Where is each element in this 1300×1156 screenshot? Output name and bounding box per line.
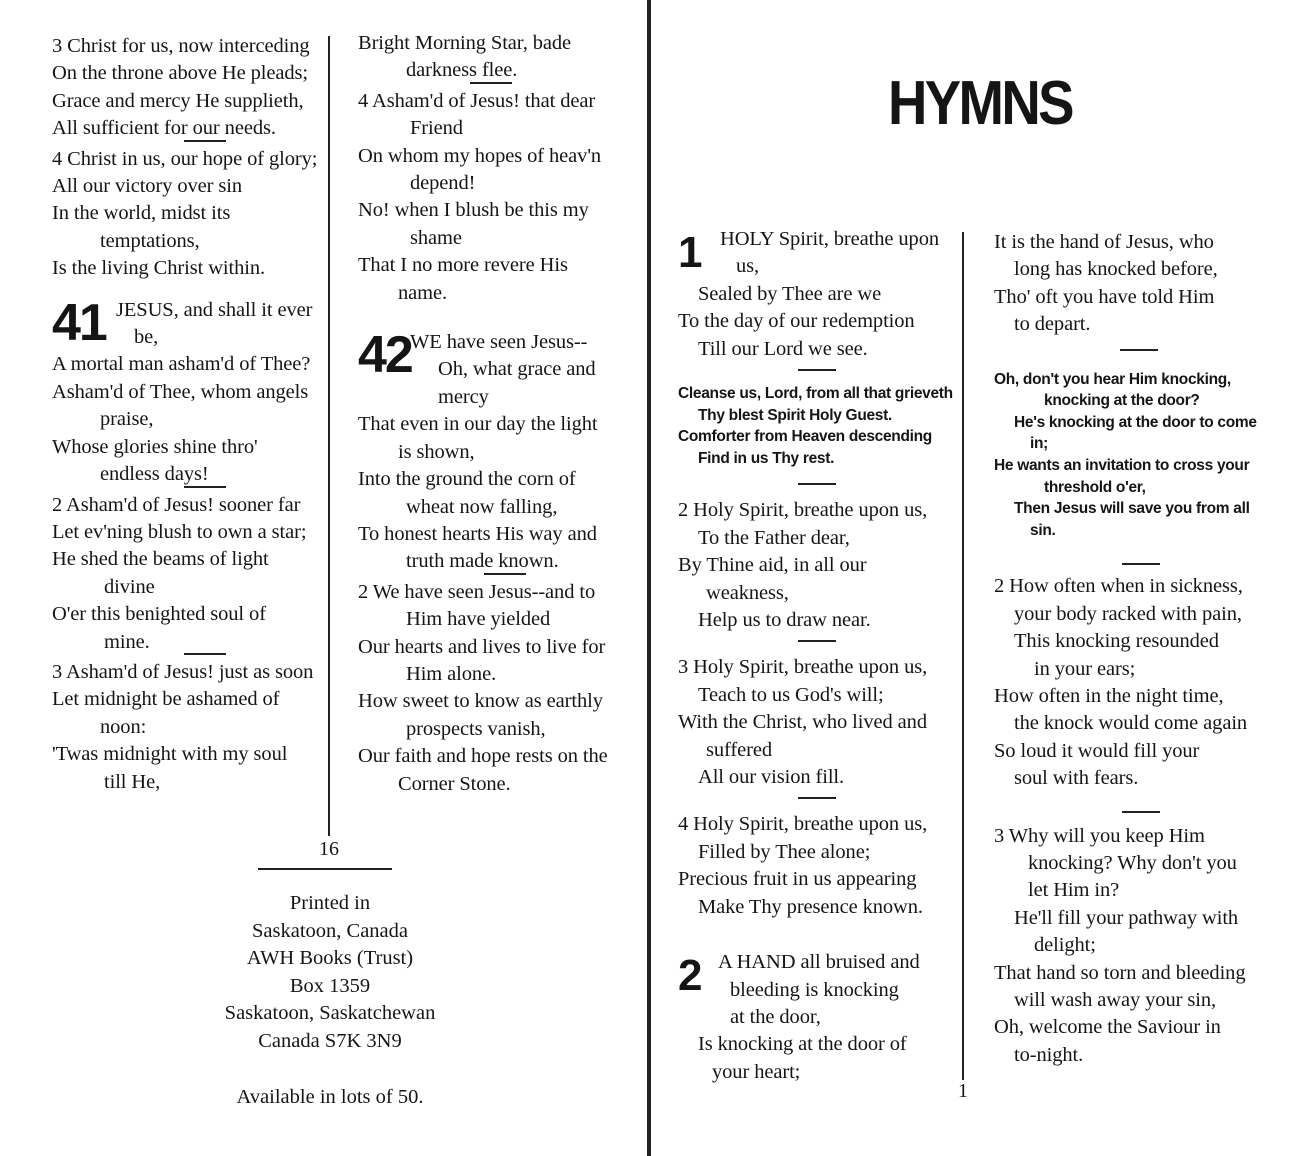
verse-line: weakness,: [706, 581, 789, 604]
verse-line: shame: [410, 226, 462, 249]
hymn-42: [358, 326, 628, 576]
verse-line: On whom my hopes of heav'n: [358, 144, 602, 167]
verse-line: 'Twas midnight with my soul: [52, 743, 288, 766]
chorus-line: Find in us Thy rest.: [698, 449, 835, 467]
verse-line: 3 Christ for us, now interceding: [52, 35, 310, 57]
verse-separator: [798, 797, 836, 801]
verse-line: Let ev'ning blush to own a star;: [52, 520, 307, 543]
verse-line: noon:: [100, 715, 147, 738]
verse-line: mine.: [104, 630, 150, 653]
verse-line: Into the ground the corn of: [358, 468, 576, 491]
verse-separator: [1122, 811, 1160, 815]
chorus-line: Cleanse us, Lord, from all that grieveth: [678, 385, 953, 403]
verse-line: Oh, what grace and: [438, 358, 596, 381]
verse-line: the knock would come again: [1014, 712, 1248, 735]
verse-line: to depart.: [1014, 313, 1091, 336]
verse-line: praise,: [100, 408, 154, 431]
verse-line: Help us to draw near.: [698, 609, 871, 632]
verse-line: 4 Christ in us, our hope of glory;: [52, 147, 318, 170]
verse-line: HOLY Spirit, breathe upon: [720, 228, 940, 250]
verse-line: 2 Holy Spirit, breathe upon us,: [678, 499, 928, 522]
verse-line: In the world, midst its: [52, 202, 231, 225]
verse-separator: [184, 653, 226, 657]
left-column-1: [52, 33, 324, 833]
verse-line: Till our Lord we see.: [698, 337, 868, 360]
page-title: HYMNS: [888, 69, 1072, 138]
chorus-line: threshold o'er,: [1044, 478, 1146, 496]
verse-line: A mortal man asham'd of Thee?: [52, 353, 311, 376]
printer-imprint: [180, 890, 480, 1056]
chorus-line: Oh, don't you hear Him knocking,: [994, 370, 1231, 388]
verse-line: Filled by Thee alone;: [698, 840, 871, 863]
verse-line: in your ears;: [1034, 657, 1136, 680]
verse-separator: [798, 640, 836, 644]
verse-line: let Him in?: [1028, 879, 1120, 902]
verse-line: suffered: [706, 738, 772, 761]
verse-line: temptations,: [100, 229, 200, 252]
verse-separator: [798, 483, 836, 487]
verse-line: Grace and mercy He supplieth,: [52, 89, 304, 112]
verse-line: Bright Morning Star, bade: [358, 32, 572, 54]
verse-line: bleeding is knocking: [730, 978, 899, 1001]
verse-line: endless days!: [100, 463, 209, 486]
chorus-line: in;: [1030, 435, 1049, 453]
verse-line: To the Father dear,: [698, 526, 850, 549]
verse-line: at the door,: [730, 1005, 821, 1028]
hymn-1-verse-2: [678, 497, 966, 634]
verse-line: That I no more revere His: [358, 254, 568, 277]
verse-line: He'll fill your pathway with: [1014, 906, 1239, 929]
verse-line: All our victory over sin: [52, 175, 243, 198]
chorus-line: Then Jesus will save you from all: [1014, 500, 1250, 518]
verse-line: Our faith and hope rests on the: [358, 745, 608, 768]
verse-line: This knocking resounded: [1014, 630, 1219, 653]
hymn-2-continued: [994, 229, 1294, 339]
hymn-2-chorus: [994, 369, 1294, 542]
chorus-line: He wants an invitation to cross your: [994, 457, 1250, 474]
verse-line: Him have yielded: [406, 608, 551, 631]
hymn-1: [678, 226, 966, 363]
imprint-line: Printed in: [289, 892, 371, 914]
verse-line: delight;: [1034, 934, 1096, 957]
verse-line: Sealed by Thee are we: [698, 282, 882, 305]
right-column-2: [994, 229, 1294, 1109]
hymn-41-verse-2: [52, 492, 324, 656]
verse-line: will wash away your sin,: [1014, 989, 1216, 1012]
verse-line: is shown,: [398, 440, 475, 463]
verse-line: till He,: [104, 770, 161, 793]
verse-line: WE have seen Jesus--: [410, 331, 588, 354]
hymn-40-verse-4: [52, 146, 324, 283]
verse-line: On the throne above He pleads;: [52, 62, 309, 85]
chorus-line: He's knocking at the door to come: [1014, 413, 1257, 431]
verse-line: O'er this benighted soul of: [52, 603, 266, 626]
verse-line: Make Thy presence known.: [698, 895, 923, 918]
verse-line: divine: [104, 575, 155, 598]
verse-separator: [1120, 349, 1158, 353]
verse-line: JESUS, and shall it ever: [116, 298, 313, 321]
hymn-number: 1: [678, 228, 701, 277]
verse-line: Friend: [410, 117, 463, 140]
verse-line: He shed the beams of light: [52, 548, 269, 571]
page-gutter: [647, 0, 651, 1156]
verse-line: Whose glories shine thro': [52, 435, 258, 458]
imprint-line: Saskatoon, Canada: [252, 919, 408, 942]
verse-line: A HAND all bruised and: [718, 951, 920, 974]
verse-line: Is the living Christ within.: [52, 257, 266, 280]
hymn-41-continued: [358, 30, 628, 85]
verse-line: How often in the night time,: [994, 685, 1224, 707]
chorus-line: Comforter from Heaven descending: [678, 428, 932, 446]
verse-line: prospects vanish,: [406, 717, 546, 740]
verse-line: wheat now falling,: [406, 495, 558, 518]
hymn-2-verse-3: [994, 823, 1294, 1070]
verse-line: to-night.: [1014, 1043, 1084, 1066]
left-column-2: [358, 30, 628, 830]
verse-line: your body racked with pain,: [1014, 602, 1242, 625]
verse-line: 3 Holy Spirit, breathe upon us,: [678, 656, 928, 679]
verse-line: 3 Asham'd of Jesus! just as soon: [52, 660, 314, 683]
verse-line: depend!: [410, 172, 476, 195]
verse-line: Our hearts and lives to live for: [358, 635, 606, 658]
verse-line: Him alone.: [406, 662, 497, 685]
verse-line: All our vision fill.: [698, 766, 845, 789]
verse-line: To honest hearts His way and: [358, 522, 597, 545]
verse-line: To the day of our redemption: [678, 310, 915, 333]
verse-line: 4 Holy Spirit, breathe upon us,: [678, 813, 928, 836]
hymn-1-chorus: [678, 383, 966, 469]
imprint-line: Canada S7K 3N9: [258, 1029, 402, 1052]
verse-line: 3 Why will you keep Him: [994, 824, 1205, 847]
verse-line: So loud it would fill your: [994, 739, 1200, 762]
imprint-line: AWH Books (Trust): [246, 947, 414, 970]
verse-line: That even in our day the light: [358, 413, 598, 436]
verse-line: No! when I blush be this my: [358, 199, 589, 222]
verse-line: It is the hand of Jesus, who: [994, 231, 1214, 253]
verse-line: By Thine aid, in all our: [678, 554, 867, 577]
hymn-2: [678, 949, 966, 1086]
left-page: [0, 0, 648, 1156]
spacer: [678, 921, 966, 949]
hymn-number: 41: [52, 293, 106, 352]
hymn-41: [52, 293, 324, 489]
hymn-41-verse-3: [52, 659, 324, 796]
verse-line: 2 We have seen Jesus--and to: [358, 580, 596, 603]
page-number: 16: [319, 838, 339, 860]
verse-line: darkness flee.: [406, 59, 518, 82]
hymn-number: 2: [678, 951, 701, 1001]
hymn-2-verse-2: [994, 573, 1294, 792]
verse-line: name.: [398, 281, 448, 304]
verse-line: be,: [134, 326, 159, 349]
verse-line: knocking? Why don't you: [1028, 852, 1237, 875]
imprint-line: Saskatoon, Saskatchewan: [224, 1002, 436, 1025]
verse-line: your heart;: [712, 1060, 801, 1083]
verse-line: Asham'd of Thee, whom angels: [52, 380, 309, 403]
hymn-40-verse-3: [52, 33, 324, 143]
column-rule: [962, 232, 964, 1080]
verse-separator: [798, 369, 836, 373]
verse-line: Teach to us God's will;: [698, 683, 884, 706]
verse-line: All sufficient for our needs.: [52, 117, 276, 140]
verse-line: Corner Stone.: [398, 772, 511, 795]
verse-line: 2 How often when in sickness,: [994, 575, 1243, 598]
verse-line: 4 Asham'd of Jesus! that dear: [358, 89, 596, 112]
footer-rule: [258, 868, 392, 870]
column-rule: [328, 36, 330, 836]
verse-line: mercy: [438, 385, 489, 408]
hymn-42-verse-2: [358, 579, 628, 798]
right-page: [652, 0, 1300, 1156]
verse-line: Oh, welcome the Saviour in: [994, 1016, 1221, 1039]
hymn-1-verse-4: [678, 811, 966, 921]
verse-line: With the Christ, who lived and: [678, 711, 927, 734]
verse-line: How sweet to know as earthly: [358, 690, 603, 713]
verse-line: truth made known.: [406, 550, 559, 573]
chorus-line: sin.: [1030, 521, 1056, 539]
hymn-number: 42: [358, 326, 412, 385]
availability-note: Available in lots of 50.: [236, 1086, 424, 1108]
verse-line: Is knocking at the door of: [698, 1033, 907, 1056]
verse-line: 2 Asham'd of Jesus! sooner far: [52, 493, 301, 516]
verse-line: us,: [736, 255, 760, 278]
hymn-41-verse-4: [358, 88, 628, 307]
verse-line: Let midnight be ashamed of: [52, 688, 280, 711]
page-number: 1: [958, 1080, 968, 1102]
verse-separator: [1122, 563, 1160, 567]
right-column-1: [678, 226, 966, 1126]
verse-line: That hand so torn and bleeding: [994, 961, 1246, 984]
verse-line: Precious fruit in us appearing: [678, 868, 917, 891]
verse-line: Tho' oft you have told Him: [994, 285, 1215, 308]
imprint-line: Box 1359: [289, 974, 371, 997]
verse-line: long has knocked before,: [1014, 258, 1218, 281]
verse-line: soul with fears.: [1014, 767, 1139, 790]
chorus-line: Thy blest Spirit Holy Guest.: [698, 406, 892, 424]
chorus-line: knocking at the door?: [1044, 392, 1200, 410]
hymn-1-verse-3: [678, 654, 966, 791]
